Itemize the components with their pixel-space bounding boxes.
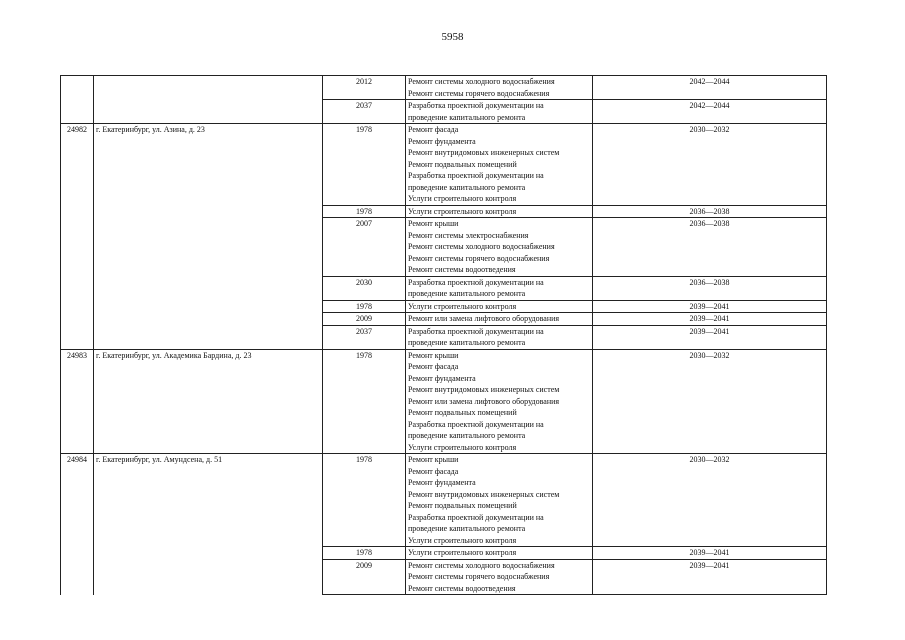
page-number: 5958 [441,31,464,43]
year-cell: 2009 [323,559,406,595]
works-cell [406,313,593,326]
works-cell [406,218,593,277]
year-cell: 2009 [323,313,406,326]
period-cell: 2030—2032 [593,349,827,454]
works-cell [406,349,593,454]
year-cell: 1978 [323,349,406,454]
period-cell: 2036—2038 [593,276,827,300]
work-item: Разработка проектной документации на [408,277,544,287]
work-item: Ремонт фундамента [408,478,476,487]
year-cell: 2030 [323,276,406,300]
period-cell: 2039—2041 [593,547,827,560]
period-cell: 2039—2041 [593,559,827,595]
work-item: Ремонт системы холодного водоснабжения [408,242,555,251]
year-cell: 2037 [323,325,406,349]
year-cell: 2012 [323,76,406,100]
work-item: Ремонт системы водоотведения [408,583,516,593]
work-item: Услуги строительного контроля [408,442,517,452]
period-cell: 2030—2032 [593,124,827,206]
work-item: Разработка проектной документации на [408,419,544,429]
work-item: Ремонт фасада [408,362,459,371]
work-item: проведение капитального ремонта [408,289,526,298]
works-cell [406,559,593,595]
work-item: Ремонт подвальных помещений [408,159,517,169]
work-item: Ремонт системы горячего водоснабжения [408,88,550,98]
period-cell: 2042—2044 [593,100,827,124]
work-item: Ремонт крыши [408,350,459,360]
year-cell: 2007 [323,218,406,277]
work-item: Разработка проектной документации на [408,512,544,522]
works-cell [406,276,593,300]
work-item: Ремонт системы горячего водоснабжения [408,253,550,263]
work-item: Услуги строительного контроля [408,535,517,545]
works-cell [406,124,593,206]
period-cell: 2039—2041 [593,325,827,349]
work-item: Ремонт или замена лифтового оборудования [408,396,560,406]
work-item: Ремонт системы холодного водоснабжения [408,77,555,86]
year-cell: 2037 [323,100,406,124]
work-item: Ремонт или замена лифтового оборудования [408,314,560,323]
work-item: Ремонт фасада [408,466,459,476]
work-item: проведение капитального ремонта [408,524,526,533]
period-cell: 2036—2038 [593,205,827,218]
works-cell [406,325,593,349]
work-item: Ремонт подвальных помещений [408,501,517,510]
works-cell [406,205,593,218]
work-item: Ремонт системы водоотведения [408,265,516,274]
period-cell: 2039—2041 [593,300,827,313]
work-item: Ремонт фундамента [408,136,476,146]
address-cell: г. Екатеринбург, ул. Амундсена, д. 51 [94,454,323,595]
works-cell [406,547,593,560]
year-cell: 1978 [323,300,406,313]
work-item: Ремонт фундамента [408,373,476,383]
work-item: проведение капитального ремонта [408,182,526,192]
table-row [61,349,827,454]
object-number-cell: 24983 [61,349,94,454]
year-cell: 1978 [323,547,406,560]
work-item: проведение капитального ремонта [408,431,526,440]
works-cell [406,76,593,100]
table-body [61,76,827,595]
capital-repair-table [60,75,827,595]
period-cell: 2036—2038 [593,218,827,277]
works-cell [406,454,593,547]
work-item: Разработка проектной документации на [408,101,544,110]
work-item: Услуги строительного контроля [408,301,517,311]
period-cell: 2030—2032 [593,454,827,547]
work-item: Разработка проектной документации на [408,326,544,336]
work-item: Ремонт крыши [408,455,459,464]
work-item: проведение капитального ремонта [408,112,526,122]
address-cell: г. Екатеринбург, ул. Академика Бардина, д. 23 [94,349,323,454]
works-cell [406,100,593,124]
work-item: проведение капитального ремонта [408,338,526,347]
work-item: Ремонт системы электроснабжения [408,230,529,240]
work-item: Ремонт внутридомовых инженерных систем [408,148,560,157]
work-item: Услуги строительного контроля [408,548,517,557]
work-item: Услуги строительного контроля [408,206,517,216]
work-item: Ремонт системы горячего водоснабжения [408,572,550,581]
work-item: Ремонт внутридомовых инженерных систем [408,385,560,394]
table-row [61,454,827,547]
object-number-cell [61,76,94,124]
work-item: Ремонт фасада [408,125,459,134]
period-cell: 2039—2041 [593,313,827,326]
address-cell: г. Екатеринбург, ул. Азина, д. 23 [94,124,323,350]
work-item: Услуги строительного контроля [408,194,517,203]
work-item: Ремонт внутридомовых инженерных систем [408,489,560,499]
year-cell: 1978 [323,205,406,218]
address-cell [94,76,323,124]
work-item: Ремонт подвальных помещений [408,408,517,417]
object-number-cell: 24982 [61,124,94,350]
work-item: Ремонт системы холодного водоснабжения [408,560,555,570]
object-number-cell: 24984 [61,454,94,595]
year-cell: 1978 [323,124,406,206]
work-item: Разработка проектной документации на [408,171,544,180]
period-cell: 2042—2044 [593,76,827,100]
work-item: Ремонт крыши [408,219,459,228]
works-cell [406,300,593,313]
table-row [61,124,827,206]
year-cell: 1978 [323,454,406,547]
table-row [61,76,827,100]
